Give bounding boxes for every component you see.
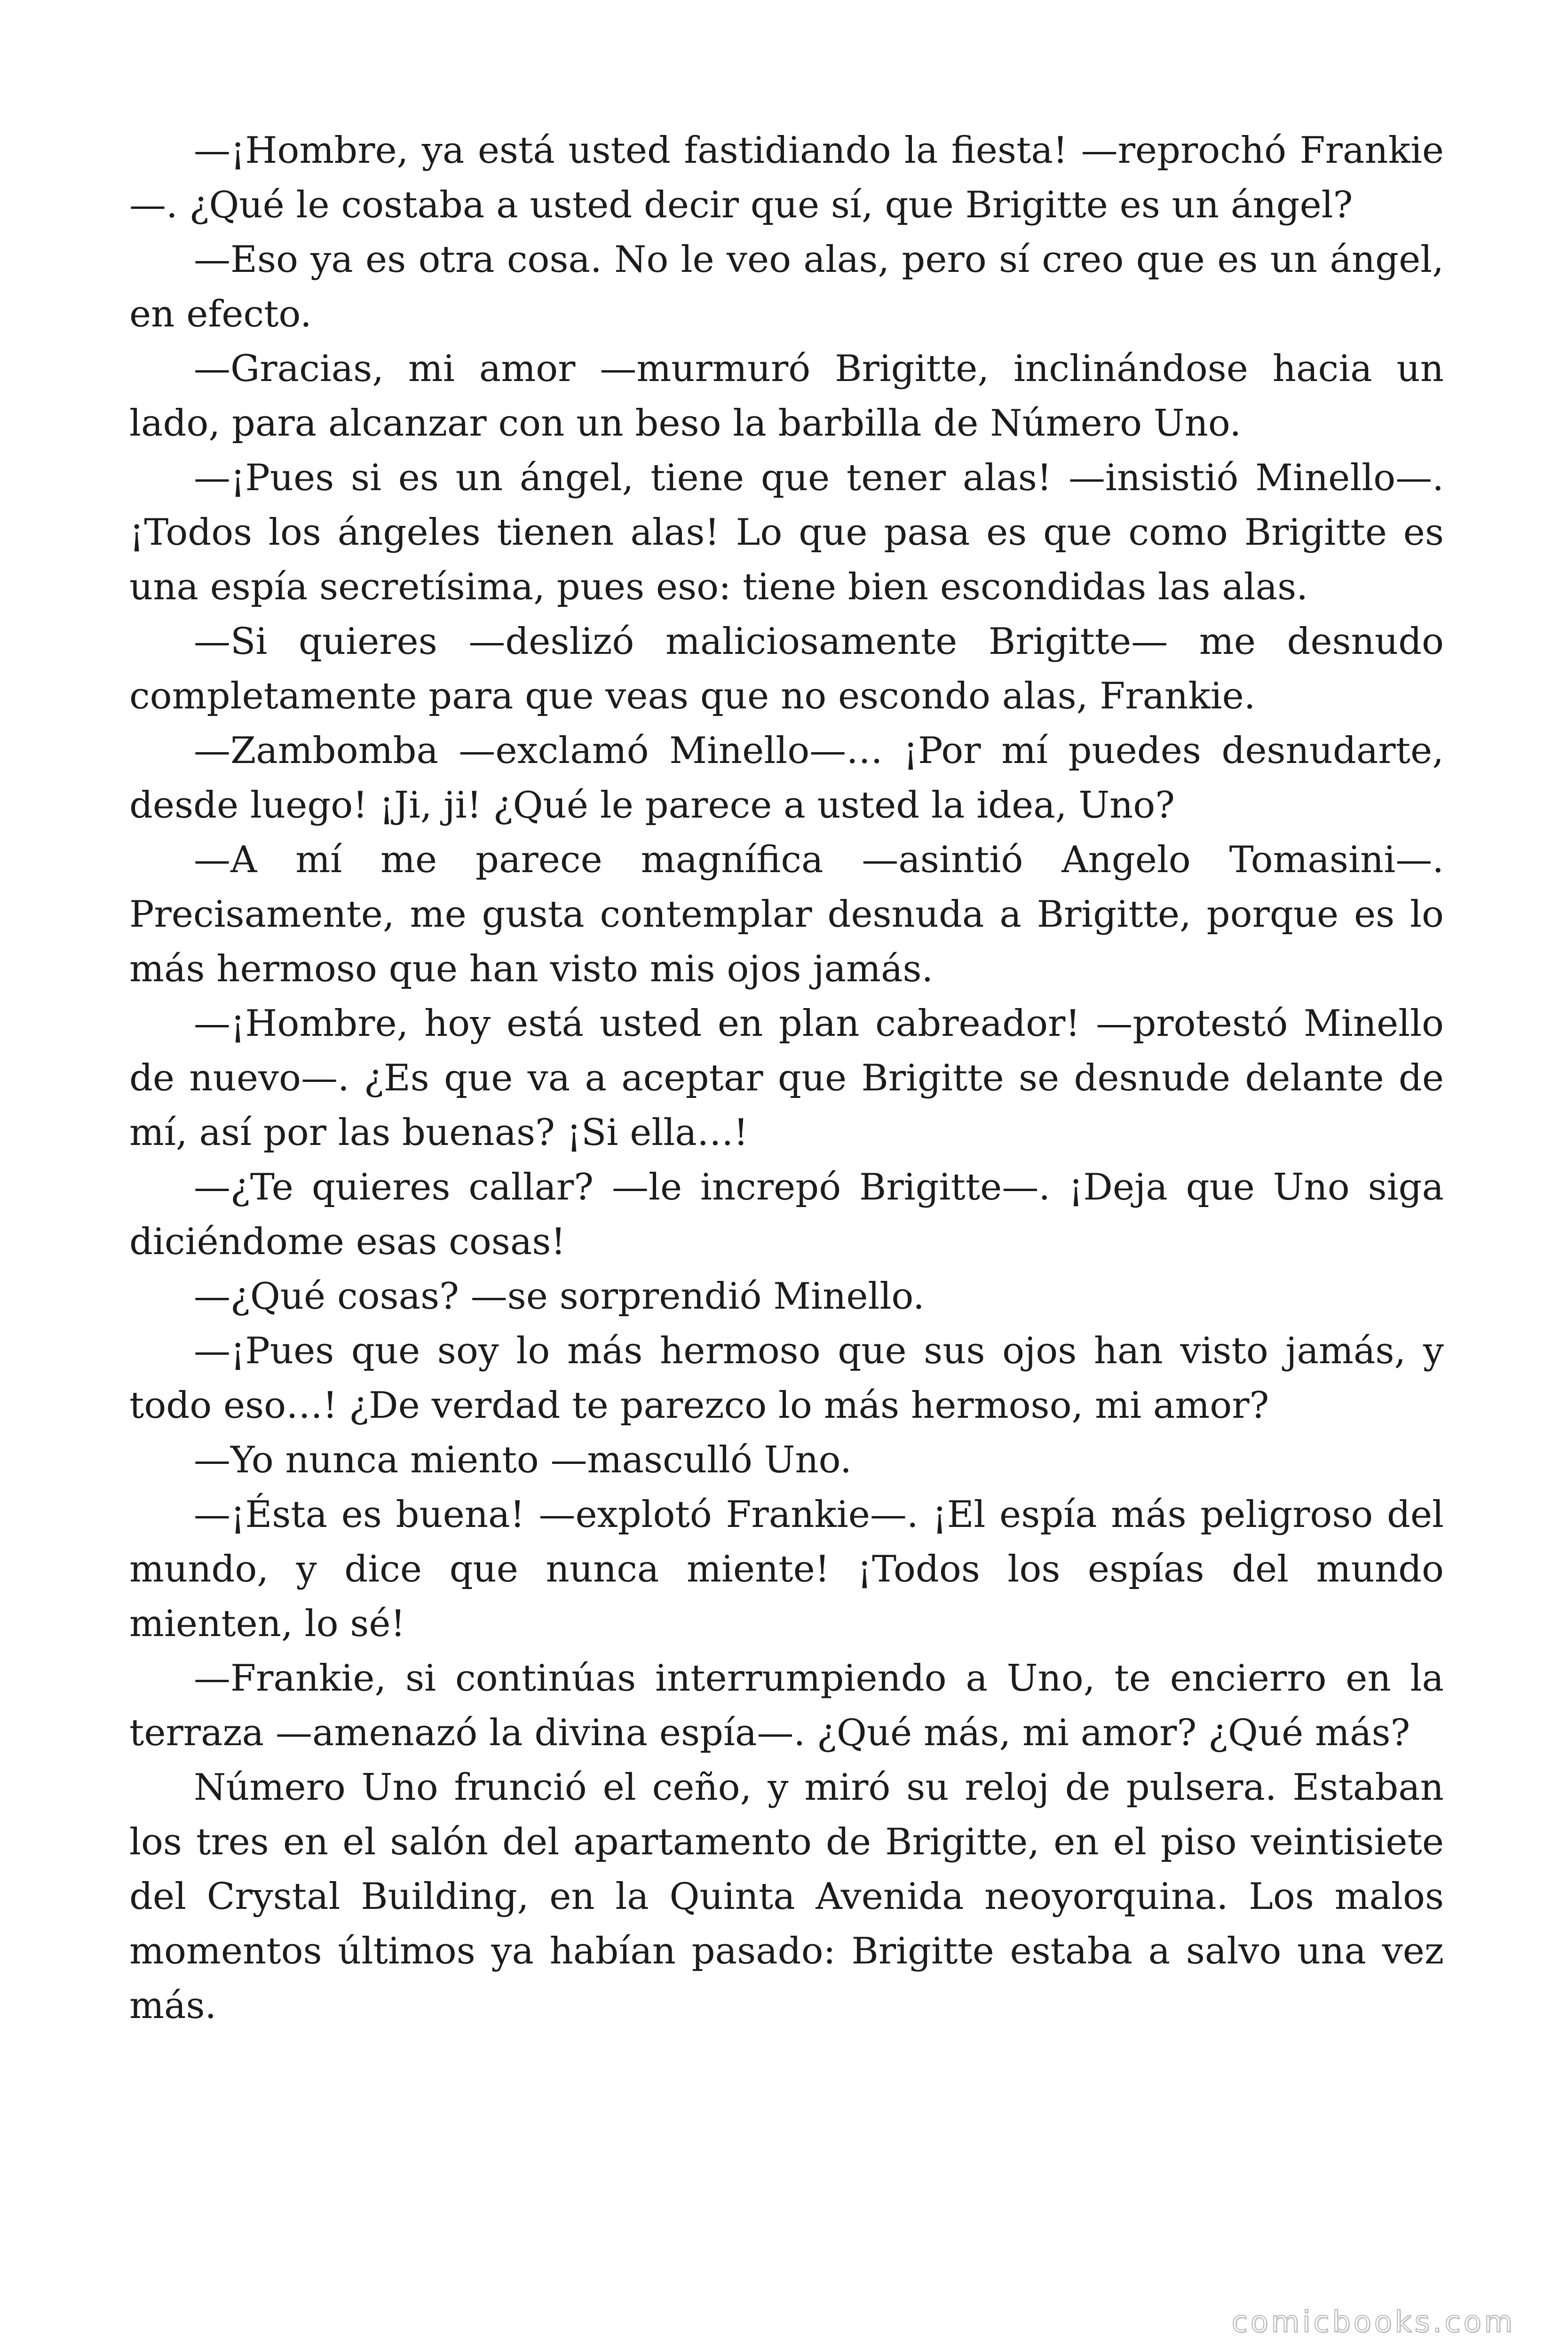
paragraph: —Zambomba —exclamó Minello—… ¡Por mí puedes desnudarte, desde luego! ¡Ji, ji! ¿Qué le parece a usted la idea, Uno? — [129, 730, 1444, 826]
book-page-text — [129, 123, 1444, 2033]
paragraph: —¡Hombre, hoy está usted en plan cabreador! —protestó Minello de nuevo—. ¿Es que va a aceptar que Brigitte se desnude delante de mí, así por las buenas? ¡Si ella…! — [129, 1002, 1444, 1154]
paragraph: —Gracias, mi amor —murmuró Brigitte, inclinándose hacia un lado, para alcanzar con un beso la barbilla de Número Uno. — [129, 348, 1444, 445]
paragraph: —¡Ésta es buena! —explotó Frankie—. ¡El espía más peligroso del mundo, y dice que nunca miente! ¡Todos los espías del mundo mienten, lo sé! — [129, 1494, 1444, 1645]
paragraph: Número Uno frunció el ceño, y miró su reloj de pulsera. Estaban los tres en el salón del apartamento de Brigitte, en el piso veintisiete del Crystal Building, en la Quinta Avenida neoyorquina. Los malos momentos últimos ya habían pasado: Brigitte estaba a salvo una vez más. — [129, 1766, 1444, 2027]
paragraph: —Si quieres —deslizó maliciosamente Brigitte— me desnudo completamente para que veas que no escondo alas, Frankie. — [129, 620, 1444, 717]
paragraph: —¡Pues que soy lo más hermoso que sus ojos han visto jamás, y todo eso…! ¿De verdad te parezco lo más hermoso, mi amor? — [129, 1330, 1444, 1427]
paragraph: —¡Pues si es un ángel, tiene que tener alas! —insistió Minello—. ¡Todos los ángeles tienen alas! Lo que pasa es que como Brigitte es una espía secretísima, pues eso: tiene bien escondidas las alas. — [129, 457, 1444, 608]
paragraph: —¡Hombre, ya está usted fastidiando la fiesta! —reprochó Frankie—. ¿Qué le costaba a usted decir que sí, que Brigitte es un ángel? — [129, 129, 1444, 226]
paragraph: —Yo nunca miento —masculló Uno. — [194, 1439, 852, 1481]
paragraph: —¿Te quieres callar? —le increpó Brigitte—. ¡Deja que Uno siga diciéndome esas cosas! — [129, 1166, 1444, 1263]
paragraph: —Frankie, si continúas interrumpiendo a Uno, te encierro en la terraza —amenazó la divina espía—. ¿Qué más, mi amor? ¿Qué más? — [129, 1657, 1444, 1754]
site-watermark: comicbooks.com — [1231, 2304, 1515, 2339]
paragraph: —Eso ya es otra cosa. No le veo alas, pero sí creo que es un ángel, en efecto. — [129, 238, 1444, 335]
paragraph: —A mí me parece magnífica —asintió Angelo Tomasini—. Precisamente, me gusta contemplar desnuda a Brigitte, porque es lo más hermoso que han visto mis ojos jamás. — [129, 839, 1444, 990]
paragraph: —¿Qué cosas? —se sorprendió Minello. — [194, 1275, 925, 1318]
